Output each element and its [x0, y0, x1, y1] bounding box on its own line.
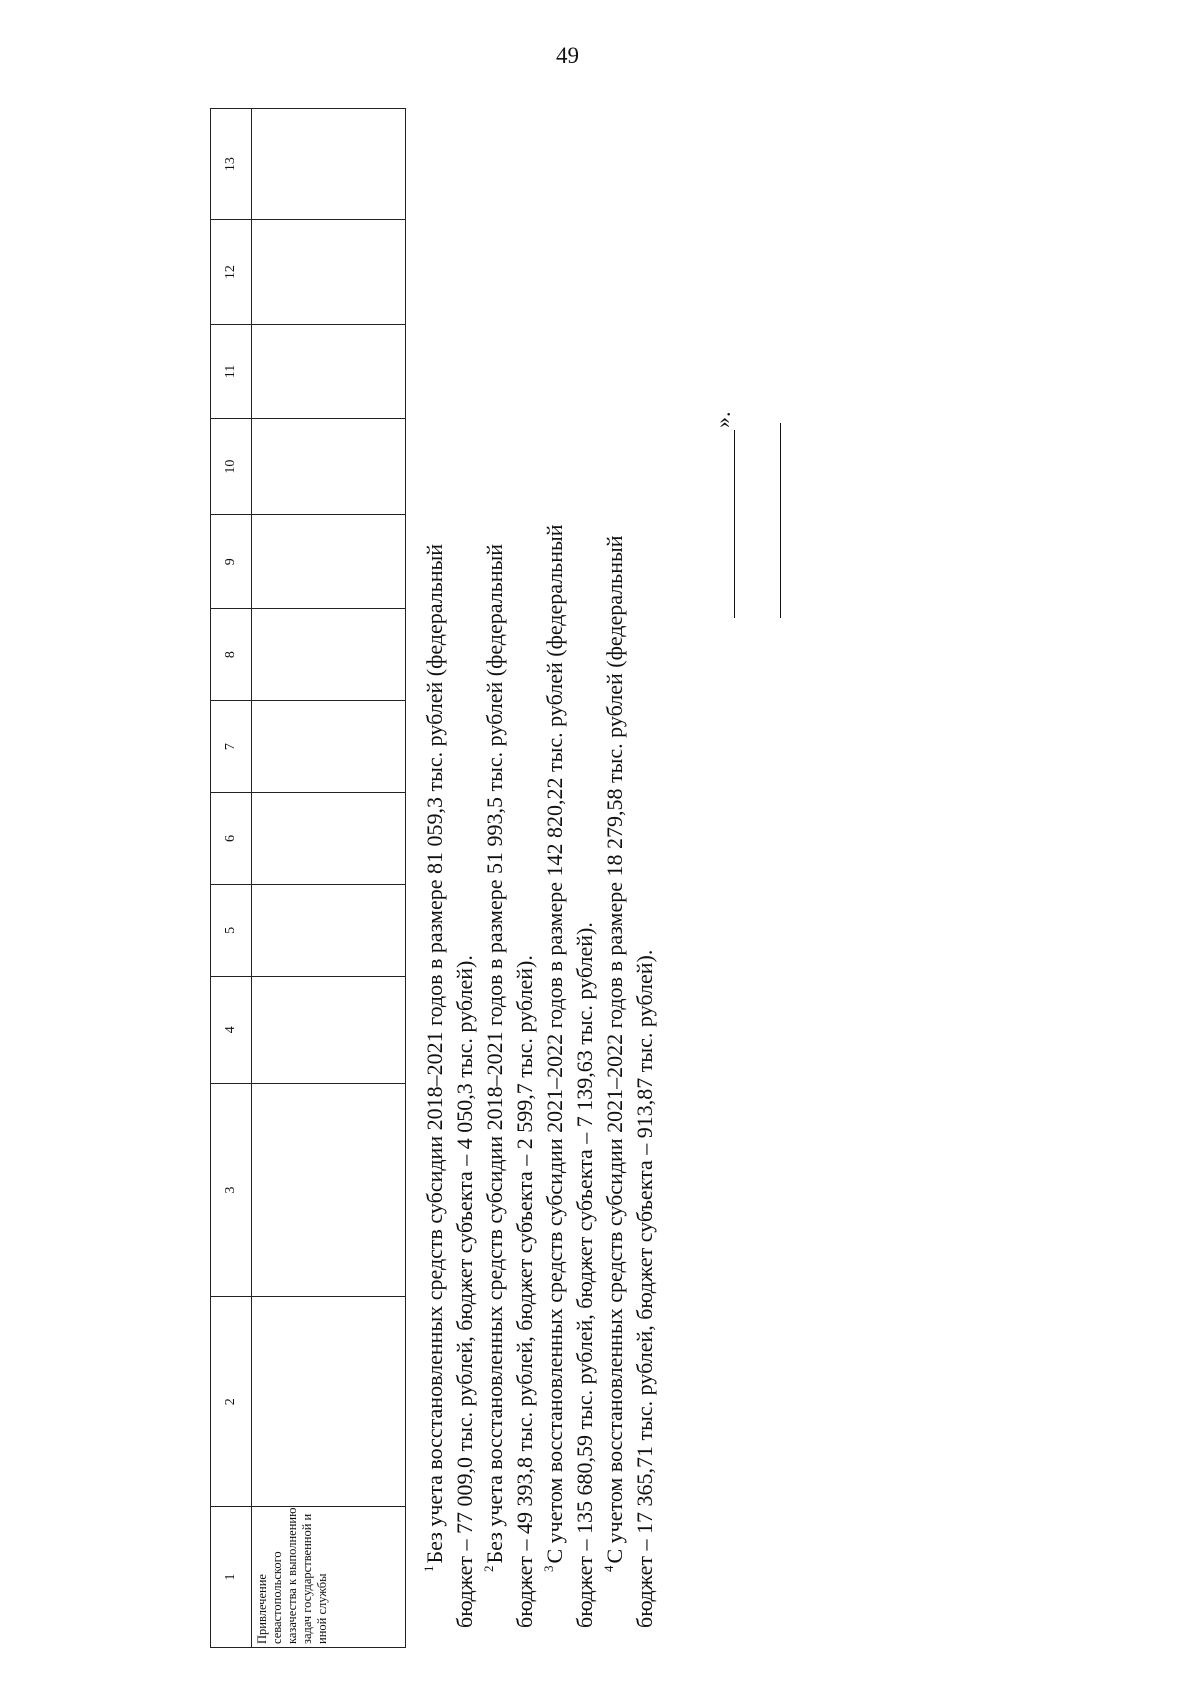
separator-line [780, 423, 781, 618]
column-header: 9 [211, 515, 252, 609]
table-cell [252, 793, 406, 885]
column-header: 13 [211, 109, 252, 220]
footnote-3 [540, 128, 600, 1628]
closing-quote-mark: ». [710, 411, 735, 428]
column-header: 2 [211, 1297, 252, 1506]
footnotes [420, 128, 660, 1628]
column-header: 10 [211, 418, 252, 514]
column-header: 12 [211, 220, 252, 325]
table-cell [252, 701, 406, 793]
footnote-mark: 4 [601, 1565, 616, 1572]
table-header-row [211, 109, 252, 1648]
table-cell [252, 220, 406, 325]
table-cell [252, 884, 406, 976]
closing-block [690, 218, 750, 618]
table-cell [252, 324, 406, 418]
footnote-text: С учетом восстановленных средств субсидии 2021–2022 годов в размере 142 820,22 тыс. рублей (федеральный [542, 524, 567, 1564]
footnote-mark: 3 [541, 1565, 556, 1572]
footnote-4 [600, 128, 660, 1628]
footnote-text: Без учета восстановленных средств субсидии 2018–2021 годов в размере 51 993,5 тыс. рублей (федеральный [482, 543, 507, 1564]
footnote-text: бюджет – 17 365,71 тыс. рублей, бюджет субъекта – 913,87 тыс. рублей). [632, 949, 657, 1628]
footnote-mark: 1 [421, 1565, 436, 1572]
table-cell [252, 418, 406, 514]
table-cell [252, 515, 406, 609]
footnote-2 [480, 128, 540, 1628]
footnote-mark: 2 [481, 1565, 496, 1572]
signature-line [734, 430, 735, 618]
column-header: 6 [211, 793, 252, 885]
column-header: 11 [211, 324, 252, 418]
footnote-text: Без учета восстановленных средств субсидии 2018–2021 годов в размере 81 059,3 тыс. рублей (федеральный [422, 543, 447, 1564]
column-header: 7 [211, 701, 252, 793]
footnote-text: С учетом восстановленных средств субсидии 2021–2022 годов в размере 18 279,58 тыс. рублей (федеральный [602, 535, 627, 1564]
table-row [252, 109, 406, 1648]
column-header: 8 [211, 609, 252, 701]
footnote-text: бюджет – 135 680,59 тыс. рублей, бюджет субъекта – 7 139,63 тыс. рублей). [572, 922, 597, 1628]
column-header: 5 [211, 884, 252, 976]
page-number: 49 [556, 43, 579, 68]
table-cell [252, 1297, 406, 1506]
column-header: 4 [211, 976, 252, 1083]
table-cell [252, 1083, 406, 1297]
table-cell [252, 976, 406, 1083]
table-cell [252, 609, 406, 701]
row-label: Привлечение севастопольского казачества к выполнению задач государственной и иной службы [252, 1506, 406, 1647]
rotated-content [210, 98, 735, 1648]
footnote-text: бюджет – 49 393,8 тыс. рублей, бюджет субъекта – 2 599,7 тыс. рублей). [512, 955, 537, 1628]
footnote-1 [420, 128, 480, 1628]
table-cell [252, 109, 406, 220]
column-header: 3 [211, 1083, 252, 1297]
footnote-text: бюджет – 77 009,0 тыс. рублей, бюджет субъекта – 4 050,3 тыс. рублей). [452, 955, 477, 1628]
data-table [210, 108, 406, 1648]
column-header: 1 [211, 1506, 252, 1647]
